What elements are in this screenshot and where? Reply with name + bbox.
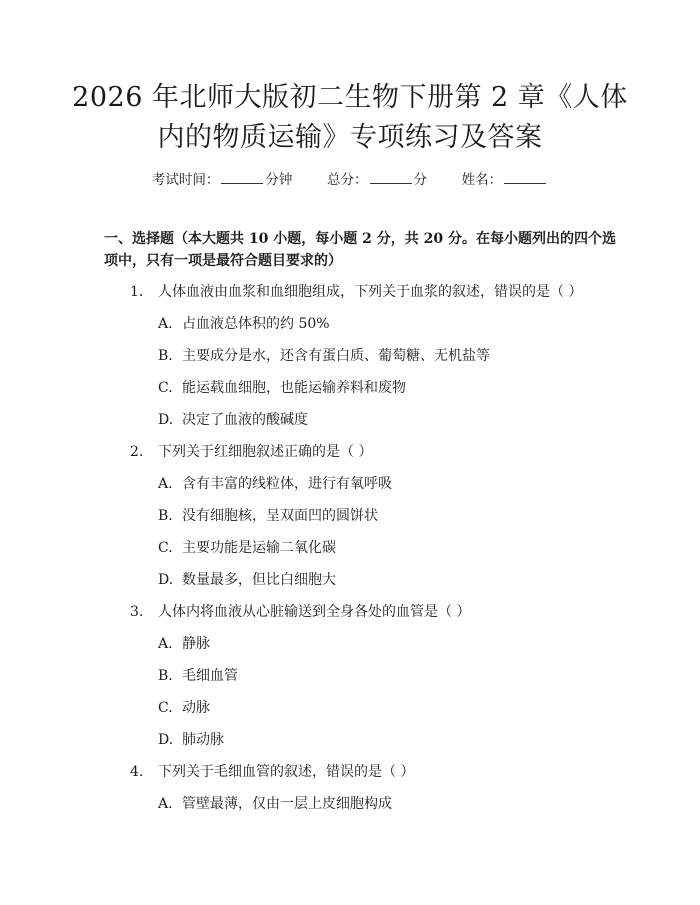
option-letter: C. xyxy=(158,700,173,716)
option-2b xyxy=(158,505,378,525)
question-stem: 下列关于红细胞叙述正确的是（ ） xyxy=(158,444,373,460)
option-text: 数量最多，但比白细胞大 xyxy=(182,572,336,588)
option-text: 主要功能是运输二氧化碳 xyxy=(182,540,336,556)
title-line-1: 2026 年北师大版初二生物下册第 2 章《人体 xyxy=(72,82,628,113)
option-text: 动脉 xyxy=(182,700,210,716)
question-number: 3. xyxy=(130,604,144,620)
option-1b xyxy=(158,345,490,365)
section-heading: 一、选择题（本大题共 10 小题，每小题 2 分，共 20 分。在每小题列出的四个选项中，只有一项是最符合题目要求的） xyxy=(104,231,616,269)
question-4 xyxy=(130,761,414,781)
option-letter: D. xyxy=(158,732,174,748)
question-1 xyxy=(130,281,582,301)
option-letter: C. xyxy=(158,380,173,396)
question-stem: 下列关于毛细血管的叙述，错误的是（ ） xyxy=(158,764,415,780)
time-unit: 分钟 xyxy=(265,172,293,188)
document-title xyxy=(0,78,700,158)
option-letter: A. xyxy=(158,796,173,812)
question-2 xyxy=(130,441,372,461)
option-text: 肺动脉 xyxy=(182,732,224,748)
score-label: 总分： xyxy=(327,172,368,188)
option-letter: B. xyxy=(158,508,173,524)
option-letter: B. xyxy=(158,348,173,364)
question-stem: 人体血液由血浆和血细胞组成，下列关于血浆的叙述，错误的是（ ） xyxy=(158,284,583,300)
option-letter: C. xyxy=(158,540,173,556)
title-line-2: 内的物质运输》专项练习及答案 xyxy=(157,122,543,153)
option-text: 毛细血管 xyxy=(182,668,238,684)
question-number: 1. xyxy=(130,284,144,300)
option-text: 管壁最薄，仅由一层上皮细胞构成 xyxy=(182,796,392,812)
option-letter: A. xyxy=(158,476,173,492)
option-text: 静脉 xyxy=(182,636,210,652)
option-letter: B. xyxy=(158,668,173,684)
time-label: 考试时间： xyxy=(151,172,220,188)
question-3 xyxy=(130,601,470,621)
option-letter: D. xyxy=(158,412,174,428)
option-1c xyxy=(158,377,406,397)
score-unit: 分 xyxy=(413,172,427,188)
time-blank xyxy=(221,171,263,184)
score-blank xyxy=(370,171,412,184)
option-3c xyxy=(158,697,210,717)
option-3b xyxy=(158,665,238,685)
option-3d xyxy=(158,729,224,749)
question-stem: 人体内将血液从心脏输送到全身各处的血管是（ ） xyxy=(158,604,471,620)
option-text: 没有细胞核，呈双面凹的圆饼状 xyxy=(182,508,378,524)
option-4a xyxy=(158,793,392,813)
name-label: 姓名： xyxy=(461,172,503,188)
option-letter: A. xyxy=(158,636,173,652)
option-2a xyxy=(158,473,392,493)
option-text: 决定了血液的酸碱度 xyxy=(182,412,308,428)
question-number: 2. xyxy=(130,444,144,460)
option-letter: D. xyxy=(158,572,174,588)
option-text: 占血液总体积的约 50% xyxy=(182,316,330,332)
option-2c xyxy=(158,537,336,557)
question-number: 4. xyxy=(130,764,144,780)
name-blank xyxy=(504,171,546,184)
option-1d xyxy=(158,409,308,429)
option-text: 含有丰富的线粒体，进行有氧呼吸 xyxy=(182,476,392,492)
option-3a xyxy=(158,633,210,653)
option-2d xyxy=(158,569,336,589)
exam-meta xyxy=(0,168,700,188)
option-text: 主要成分是水，还含有蛋白质、葡萄糖、无机盐等 xyxy=(182,348,490,364)
option-text: 能运载血细胞，也能运输养料和废物 xyxy=(182,380,406,396)
option-letter: A. xyxy=(158,316,173,332)
option-1a xyxy=(158,313,330,333)
